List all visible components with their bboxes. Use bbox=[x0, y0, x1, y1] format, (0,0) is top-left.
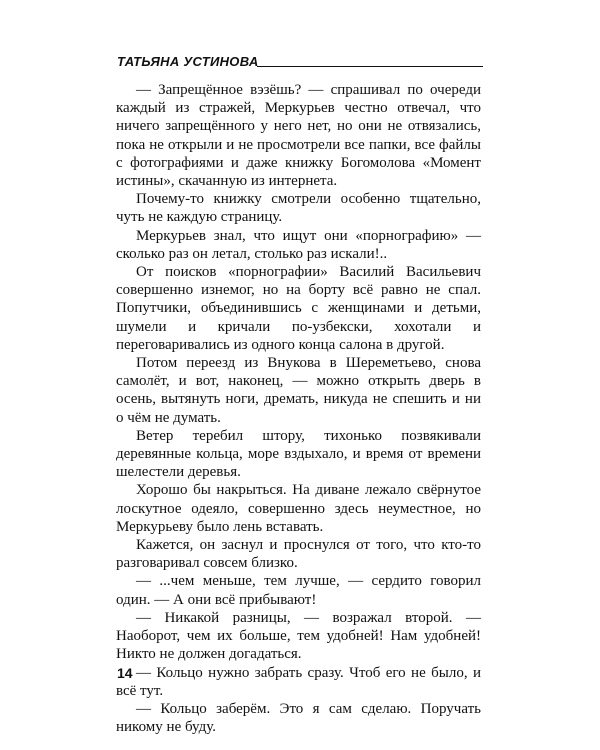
paragraph: — Кольцо нужно забрать сразу. Чтоб его не было, и всё тут. bbox=[116, 664, 481, 699]
running-header bbox=[117, 54, 483, 70]
body-text bbox=[116, 81, 481, 736]
paragraph: От поисков «порнографии» Василий Васильевич совершенно изнемог, но на борту всё равно не спал. Попутчики, объединившись с женщинами и детьми, шумели и кричали по-узбекски, хохотали и переговаривались из одного конца салона в другой. bbox=[116, 264, 481, 353]
paragraph: Потом переезд из Внукова в Шереметьево, снова самолёт, и вот, наконец, — можно открыть дверь в осень, вытянуть ноги, дремать, никуда не спешить и ни о чём не думать. bbox=[116, 355, 481, 426]
paragraph: Меркурьев знал, что ищут они «порнографию» — сколько раз он летал, столько раз искали!.. bbox=[116, 227, 481, 262]
paragraph: Почему-то книжку смотрели особенно тщательно, чуть не каждую страницу. bbox=[116, 191, 481, 226]
author-name: ТАТЬЯНА УСТИНОВА bbox=[117, 54, 259, 69]
paragraph: — Никакой разницы, — возражал второй. — Наоборот, чем их больше, тем удобней! Нам удобней! Никто не должен догадаться. bbox=[116, 609, 481, 663]
header-rule bbox=[257, 66, 483, 67]
page-number: 14 bbox=[117, 665, 133, 681]
paragraph: Хорошо бы накрыться. На диване лежало свёрнутое лоскутное одеяло, совершенно здесь неуместное, но Меркурьеву было лень вставать. bbox=[116, 482, 481, 535]
paragraph: — Запрещённое вэзёшь? — спрашивал по очереди каждый из стражей, Меркурьев честно отвечал, что ничего запрещённого у него нет, но они не отвязались, пока не открыли и не просмотрели все папки, все файлы с фотографиями и даже книжку Богомолова «Момент истины», скачанную из интернета. bbox=[116, 82, 481, 190]
paragraph: — ...чем меньше, тем лучше, — сердито говорил один. — А они всё прибывают! bbox=[116, 573, 481, 608]
paragraph: Кажется, он заснул и проснулся от того, что кто-то разговаривал совсем близко. bbox=[116, 537, 481, 572]
paragraph: — Кольцо заберём. Это я сам сделаю. Поручать никому не буду. bbox=[116, 700, 481, 736]
paragraph: Ветер теребил штору, тихонько позвякивали деревянные кольца, море вздыхало, и время от времени шелестели деревья. bbox=[116, 427, 481, 481]
